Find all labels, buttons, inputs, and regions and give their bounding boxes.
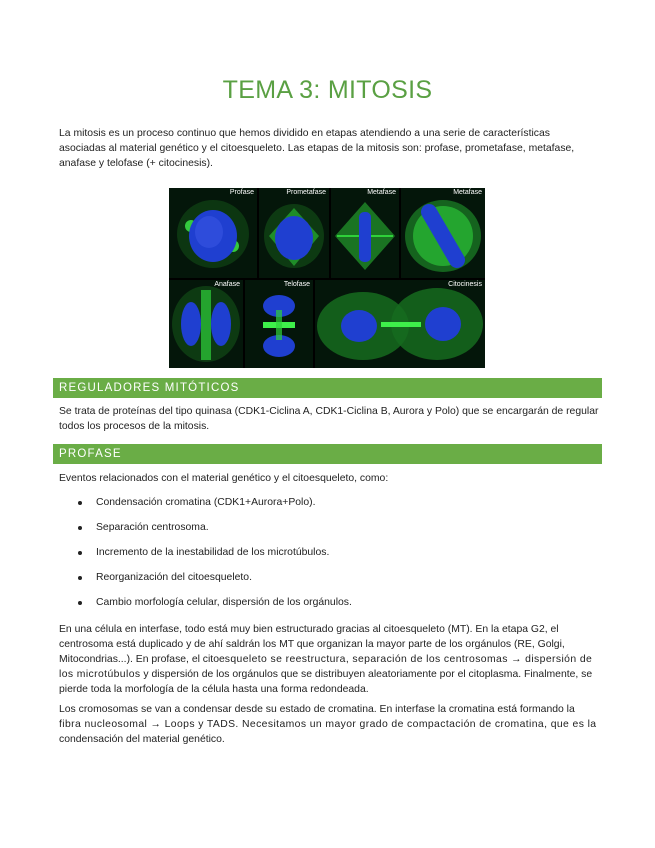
telofase-image — [245, 280, 313, 368]
section-header-profase: PROFASE — [53, 444, 602, 464]
section-header-reguladores: REGULADORES MITÓTICOS — [53, 378, 602, 398]
bullet-icon — [78, 501, 82, 505]
bullet-icon — [78, 551, 82, 555]
panel-label: Profase — [229, 189, 254, 196]
panel-label: Prometafase — [286, 189, 326, 196]
metafase-image-2 — [401, 188, 485, 278]
metafase-image-1 — [331, 188, 399, 278]
mitosis-figure — [169, 188, 485, 368]
citocinesis-image — [315, 280, 485, 368]
bullet-icon — [78, 601, 82, 605]
list-item: Cambio morfología celular, dispersión de los orgánulos. — [78, 596, 578, 621]
panel-label: Citocinesis — [448, 281, 482, 288]
panel-citocinesis — [315, 280, 485, 368]
list-item: Separación centrosoma. — [78, 521, 578, 546]
panel-prometafase — [259, 188, 329, 278]
list-item: Incremento de la inestabilidad de los microtúbulos. — [78, 546, 578, 571]
panel-anafase — [169, 280, 243, 368]
page-title: TEMA 3: MITOSIS — [222, 76, 433, 104]
panel-label: Metafase — [453, 189, 482, 196]
panel-telofase — [245, 280, 313, 368]
profase-lead: Eventos relacionados con el material genético y el citoesqueleto, como: — [59, 473, 389, 484]
list-item: Reorganización del citoesqueleto. — [78, 571, 578, 596]
panel-label: Telofase — [283, 281, 310, 288]
panel-profase — [169, 188, 257, 278]
prometafase-image — [259, 188, 329, 278]
bullet-icon — [78, 526, 82, 530]
list-item: Condensación cromatina (CDK1+Aurora+Polo). — [78, 496, 578, 521]
panel-label: Anafase — [214, 281, 240, 288]
reguladores-paragraph: Se trata de proteínas del tipo quinasa (CDK1-Ciclina A, CDK1-Ciclina B, Aurora y Polo) que se encargarán de regular todos los procesos de la mitosis. — [59, 406, 599, 432]
panel-metafase-2 — [401, 188, 485, 278]
panel-label: Metafase — [367, 189, 396, 196]
profase-bullet-list — [78, 496, 578, 621]
profase-image — [169, 188, 257, 278]
intro-paragraph: La mitosis es un proceso continuo que hemos dividido en etapas atendiendo a una serie de características asociadas al material genético y el citoesqueleto. Las etapas de la mitosis son: profase, prometafase, metafase, anafase y telofase (+ citocinesis). — [59, 128, 575, 169]
anafase-image — [169, 280, 243, 368]
bullet-icon — [78, 576, 82, 580]
profase-paragraph-2: Los cromosomas se van a condensar desde su estado de cromatina. En interfase la cromatina está formando la fibra nucleosomal → Loops y TADS. Necesitamos un mayor grado de compactación de cromatina, que es la condensación del material genético. — [59, 704, 597, 745]
panel-metafase-1 — [331, 188, 399, 278]
profase-paragraph-1: En una célula en interfase, todo está muy bien estructurado gracias al citoesqueleto (MT). En la etapa G2, el centrosoma está duplicado y de ahí saldrán los MT que organizan la mayor parte de los orgánulos (RE, Golgi, Mitocondrias...). En profase, el citoesqueleto se reestructura, separación de los centrosomas → dispersión de los microtúbulos y dispersión de los orgánulos que se distribuyen aleatoriamente por el citoplasma. Finalmente, se pierde toda la morfología de la célula hasta una forma redondeada. — [59, 624, 593, 695]
